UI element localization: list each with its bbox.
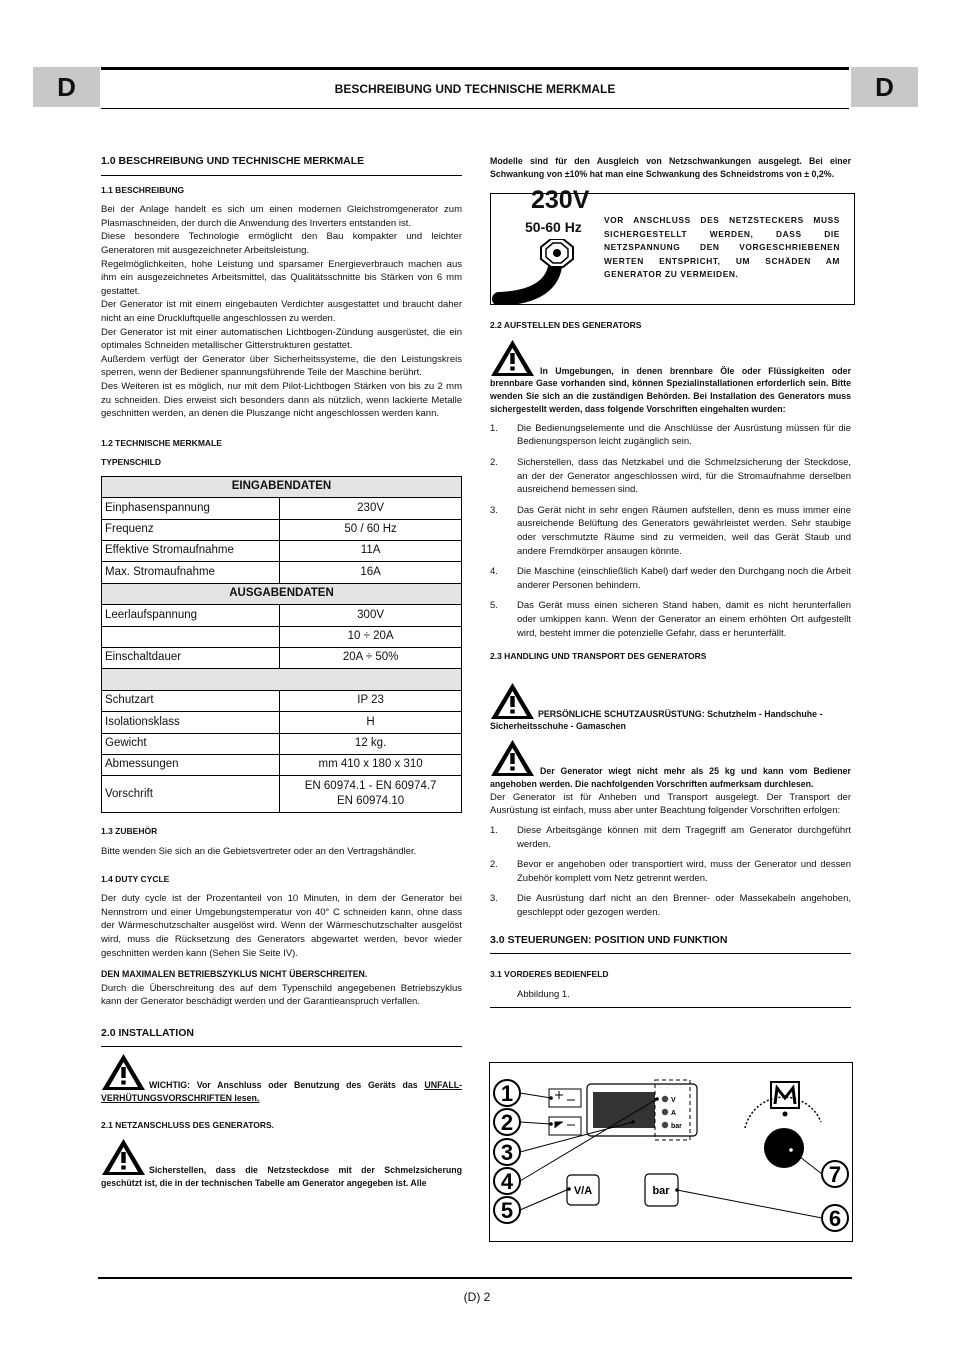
led-a bbox=[662, 1109, 668, 1115]
led-v bbox=[662, 1096, 668, 1102]
heading-1-1: 1.1 BESCHREIBUNG bbox=[101, 184, 185, 195]
table-row: Einphasenspannung 230V bbox=[102, 498, 462, 519]
callout-6: 6 bbox=[828, 1206, 842, 1231]
table-blank-row bbox=[102, 669, 462, 690]
paragraph: Des Weiteren ist es möglich, nur mit dem Pilot-Lichtbogen Stärken von bis zu 2 mm zu schneiden. Dies erweist sich besonders dann als nützlich, wenn lackierte Metalle geschnitten werden, an denen die Pluszange nicht angeschlossen werden kann. bbox=[101, 380, 462, 420]
list-item: 2. Sicherstellen, dass das Netzkabel und die Schmelzsicherung der Steckdose, an der der Generator angeschlossen wird, für die Stromaufnahme derselben ausreichend bemessen sind. bbox=[490, 456, 851, 496]
front-panel-figure bbox=[489, 1062, 853, 1242]
page-number: (D) 2 bbox=[463, 1290, 491, 1304]
heading-1-2: 1.2 TECHNISCHE MERKMALE bbox=[101, 437, 222, 448]
warning-icon bbox=[490, 739, 535, 777]
callout-5: 5 bbox=[500, 1198, 514, 1223]
list-item: 3. Das Gerät nicht in sehr engen Räumen aufstellen, denn es muss immer eine ausreichende Belüftung des Generators gewährleistet werden. Sehr staubige oder verschmutzte Räume sind zu vermeiden, weil das Gerät Staub und andere Fremdkörper ansaugen könnte. bbox=[490, 504, 851, 557]
warning-icon bbox=[101, 1053, 146, 1091]
table-row: 10 ÷ 20A bbox=[102, 626, 462, 647]
heading-1-0: 1.0 BESCHREIBUNG UND TECHNISCHE MERKMALE bbox=[101, 155, 462, 176]
plug-icon bbox=[491, 239, 591, 305]
voltage-warning-text: VOR ANSCHLUSS DES NETZSTECKERS MUSS SICHERGESTELLT WERDEN, DASS DIE NETZSPANNUNG DEN VORGESCHRIEBENEN WERTEN ENTSPRICHT, UM SCHÄDEN AM GENERATOR ZU VERMEIDEN. bbox=[604, 215, 840, 279]
voltage-warning-box bbox=[490, 186, 855, 305]
heading-1-3: 1.3 ZUBEHÖR bbox=[101, 826, 158, 837]
section-letter-right: D bbox=[851, 67, 918, 107]
warning-text: PERSÖNLICHE SCHUTZAUSRÜSTUNG: Schutzhelm - Handschuhe - Sicherheitsschuhe - Gamaschen bbox=[490, 708, 823, 732]
paragraph: Regelmöglichkeiten, hohe Leistung und sparsamer Energieverbrauch machen aus ihm ein ausgezeichnetes Arbeitsmittel, das Qualitätsschnitte bis Stärken von 6 mm gestattet. bbox=[101, 258, 462, 297]
table-row: Frequenz 50 / 60 Hz bbox=[102, 519, 462, 540]
duty-cycle-note: Durch die Überschreitung des auf dem Typenschild angegebenen Betriebszyklus kann der Generator beschädigt werden und der Garantieanspruch verfallen. bbox=[101, 982, 462, 1008]
spec-table bbox=[101, 476, 462, 813]
va-button-label: V/A bbox=[573, 1185, 593, 1197]
table-section-header: AUSGABENDATEN bbox=[102, 583, 462, 604]
warning-text: Sicherstellen, dass die Netzsteckdose mit der Schmelzsicherung geschützt ist, die in der technischen Tabelle am Generator angegeben ist. Alle bbox=[101, 1165, 462, 1188]
table-row: Schutzart IP 23 bbox=[102, 690, 462, 711]
transport-rules-list bbox=[490, 824, 851, 920]
list-item: 3. Die Ausrüstung darf nicht an den Brenner- oder Massekabeln angehoben, geschleppt oder gezogen werden. bbox=[490, 893, 851, 919]
callout-3: 3 bbox=[500, 1140, 514, 1165]
warning-text: In Umgebungen, in denen brennbare Öle oder Flüssigkeiten oder brennbare Gase vorhanden sind, können Spezialinstallationen erforderlich sein. Bitte wenden Sie sich an die zuständigen Behörden. Bei Installation des Generators muss sichergestellt werden, dass folgende Vorschriften eingehalten wurden: bbox=[490, 365, 851, 414]
left-column bbox=[101, 155, 462, 1189]
table-row: Einschaltdauer 20A ÷ 50% bbox=[102, 648, 462, 669]
callout-4: 4 bbox=[500, 1169, 514, 1194]
heading-2-0: 2.0 INSTALLATION bbox=[101, 1027, 462, 1048]
table-row: Vorschrift EN 60974.1 - EN 60974.7 EN 60974.10 bbox=[102, 776, 462, 813]
section-letter-left: D bbox=[33, 67, 100, 107]
typenschild-label: TYPENSCHILD bbox=[101, 457, 161, 468]
table-section-header: EINGABENDATEN bbox=[102, 476, 462, 497]
heading-2-1: 2.1 NETZANSCHLUSS DES GENERATORS. bbox=[101, 1119, 275, 1130]
callout-2: 2 bbox=[500, 1110, 514, 1135]
warning-icon bbox=[101, 1138, 146, 1176]
heading-2-2: 2.2 AUFSTELLEN DES GENERATORS bbox=[490, 320, 642, 330]
placement-rules-list bbox=[490, 422, 851, 640]
page-header-title: BESCHREIBUNG UND TECHNISCHE MERKMALE bbox=[101, 67, 849, 109]
list-item: 4. Die Maschine (einschließlich Kabel) darf weder den Durchgang noch die Arbeit anderer Personen behindern. bbox=[490, 566, 851, 591]
callout-7: 7 bbox=[828, 1162, 842, 1187]
callout-1: 1 bbox=[500, 1081, 514, 1106]
led-bar-label: bar bbox=[671, 1123, 682, 1130]
duty-cycle-text: Der duty cycle ist der Prozentanteil von 10 Minuten, in dem der Generator bei Nennstrom und einer Umgebungstemperatur von 40° C schneiden kann, ohne dass der Wärmeschutzschalter ausgelöst wird. Wenn der Wärmeschutzschalter ausgelöst wird, muss die Rücksetzung des Generators abgewartet werden, bevor wieder geschnitten werden kann (Sehen Sie Seite IV). bbox=[101, 893, 462, 959]
voltage-value: 230V bbox=[531, 186, 590, 214]
table-row: Effektive Stromaufnahme 11A bbox=[102, 541, 462, 562]
display-screen bbox=[593, 1092, 655, 1128]
list-item: 5. Das Gerät muss einen sicheren Stand haben, damit es nicht herunterfallen oder umkippen kann. Wenn der Generator an einem erhöhten Ort aufgestellt wird, besteht immer die potenzielle Gefahr, dass er herunterfällt. bbox=[490, 600, 851, 639]
footer-rule bbox=[98, 1277, 852, 1279]
description-text bbox=[101, 203, 462, 421]
table-row: Max. Stromaufnahme 16A bbox=[102, 562, 462, 583]
bar-button-label: bar bbox=[652, 1185, 670, 1197]
table-row: Abmessungen mm 410 x 180 x 310 bbox=[102, 754, 462, 775]
table-row: Leerlaufspannung 300V bbox=[102, 605, 462, 626]
paragraph: Der Generator ist mit einem eingebauten Verdichter ausgestattet und braucht daher nicht an eine Druckluftquelle angeschlossen zu werden. bbox=[101, 299, 462, 324]
heading-2-3: 2.3 HANDLING UND TRANSPORT DES GENERATORS bbox=[490, 651, 707, 662]
paragraph: Außerdem verfügt der Generator über Sicherheitssysteme, die den Leistungskreis sperren, wenn der Bediener spannungsführende Teile der Maschine berührt. bbox=[101, 353, 462, 379]
duty-cycle-warning: DEN MAXIMALEN BETRIEBSZYKLUS NICHT ÜBERSCHREITEN. bbox=[101, 969, 368, 980]
knob-mark bbox=[783, 1112, 788, 1117]
regulation-knob bbox=[764, 1128, 804, 1168]
led-a-label: A bbox=[671, 1110, 677, 1117]
led-bar bbox=[662, 1122, 668, 1128]
heading-3-1: 3.1 VORDERES BEDIENFELD bbox=[490, 969, 609, 980]
paragraph: Der Generator ist mit einer automatischen Lichtbogen-Zündung ausgerüstet, die ein optimales Schneiden metallischer Gitterstrukturen gestattet. bbox=[101, 326, 462, 352]
heading-1-4: 1.4 DUTY CYCLE bbox=[101, 873, 170, 884]
fluctuation-text: Modelle sind für den Ausgleich von Netzschwankungen ausgelegt. Bei einer Schwankung von ±10% hat man eine Schwankung des Schneidstroms von ± 0,2%. bbox=[490, 156, 851, 179]
accessories-text: Bitte wenden Sie sich an die Gebietsvertreter oder an den Vertragshändler. bbox=[101, 845, 417, 857]
heading-3-0: 3.0 STEUERUNGEN: POSITION UND FUNKTION bbox=[490, 934, 851, 955]
paragraph: Bei der Anlage handelt es sich um einen modernen Gleichstromgenerator zum Plasmaschneiden, der durch die Anwendung des Inverters entstanden ist. bbox=[101, 204, 462, 229]
list-item: 1. Diese Arbeitsgänge können mit dem Tragegriff am Generator durchgeführt werden. bbox=[490, 825, 851, 850]
warning-text: WICHTIG: Vor Anschluss oder Benutzung des Geräts das UNFALL-VERHÜTUNGSVORSCHRIFTEN lesen. bbox=[101, 1080, 462, 1104]
figure-caption: Abbildung 1. bbox=[490, 988, 851, 1009]
list-item: 2. Bevor er angehoben oder transportiert wird, muss der Generator und dessen Zubehör komplett vom Netz getrennt werden. bbox=[490, 859, 851, 884]
transport-text: Der Generator ist für Anheben und Transport ausgelegt. Der Transport der Ausrüstung ist einfach, muss aber unter Beachtung folgender Vorschriften erfolgen: bbox=[490, 791, 851, 817]
frequency-value: 50-60 Hz bbox=[525, 219, 582, 235]
table-row: Gewicht 12 kg. bbox=[102, 733, 462, 754]
right-column bbox=[490, 155, 851, 1008]
warning-icon bbox=[490, 682, 535, 720]
warning-icon bbox=[490, 339, 535, 377]
paragraph: Diese besondere Technologie ermöglicht den Bau kompakter und leichter Generatoren mit ausgezeichneter Arbeitsleistung. bbox=[101, 231, 462, 256]
warning-text: Der Generator wiegt nicht mehr als 25 kg und kann vom Bediener angehoben werden. Die nachfolgenden Vorschriften aufmerksam durchlesen. bbox=[490, 766, 851, 790]
led-v-label: V bbox=[671, 1097, 676, 1104]
table-row: Isolationsklass H bbox=[102, 712, 462, 733]
list-item: 1. Die Bedienungselemente und die Anschlüsse der Ausrüstung müssen für die Bedienungsperson leicht zugänglich sein. bbox=[490, 422, 851, 448]
